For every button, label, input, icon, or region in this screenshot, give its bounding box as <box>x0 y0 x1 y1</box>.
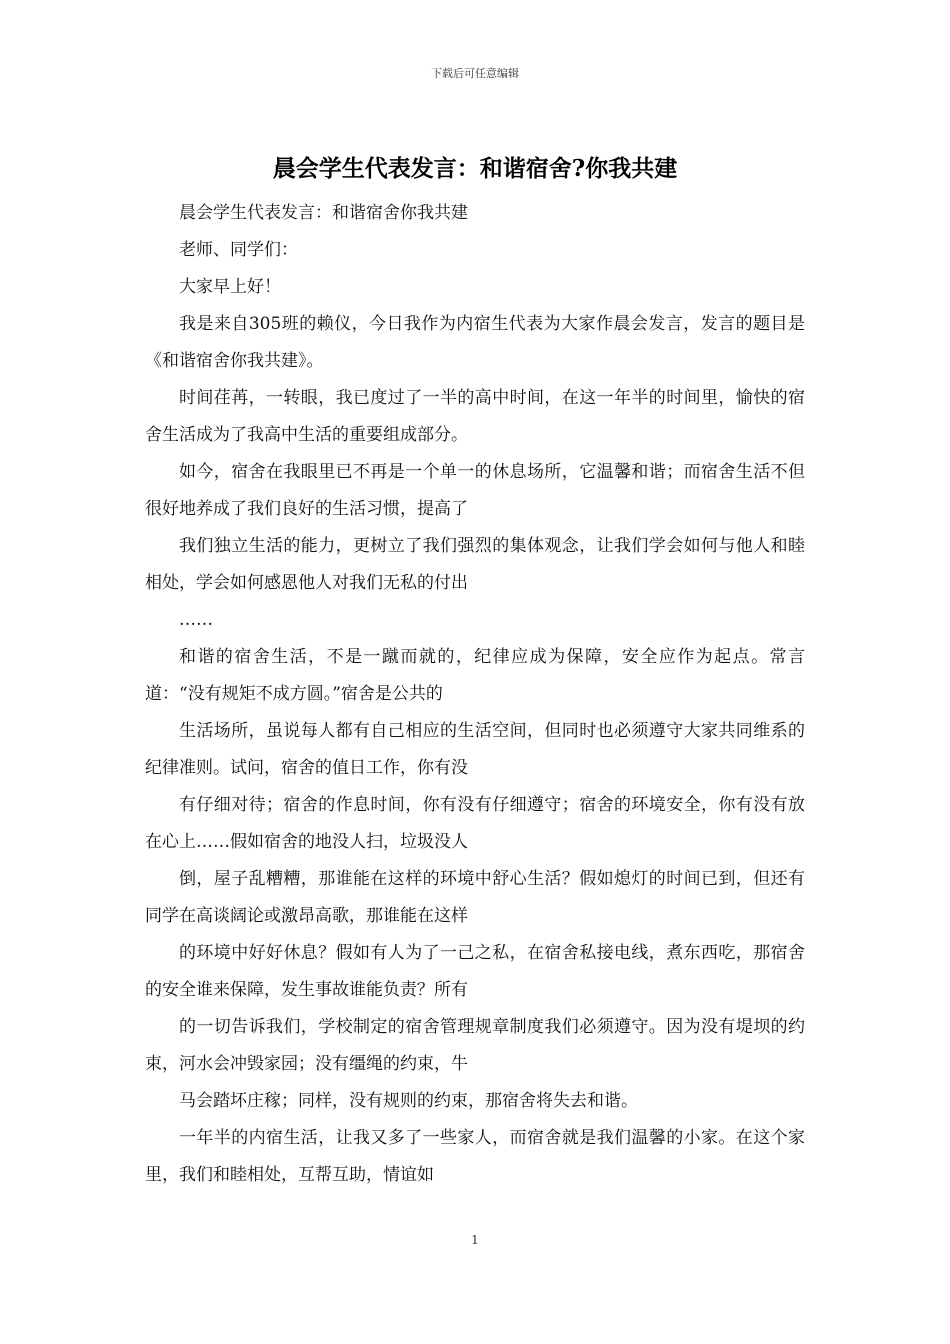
paragraph: 我是来自305班的赖仪，今日我作为内宿生代表为大家作晨会发言，发言的题目是《和谐宿舍你我共建》。 <box>145 314 805 371</box>
paragraph: 如今，宿舍在我眼里已不再是一个单一的休息场所，它温馨和谐；而宿舍生活不但很好地养成了我们良好的生活习惯，提高了 <box>145 462 805 519</box>
paragraph: 生活场所，虽说每人都有自己相应的生活空间，但同时也必须遵守大家共同维系的纪律准则。试问，宿舍的值日工作，你有没 <box>145 721 805 778</box>
paragraph: 我们独立生活的能力，更树立了我们强烈的集体观念，让我们学会如何与他人和睦相处，学会如何感恩他人对我们无私的付出 <box>145 536 805 593</box>
page-number: 1 <box>471 1233 479 1247</box>
paragraph: 倒，屋子乱糟糟，那谁能在这样的环境中舒心生活？假如熄灯的时间已到，但还有同学在高谈阔论或激昂高歌，那谁能在这样 <box>145 869 805 926</box>
paragraph: 有仔细对待；宿舍的作息时间，你有没有仔细遵守；宿舍的环境安全，你有没有放在心上……假如宿舍的地没人扫，垃圾没人 <box>145 795 805 852</box>
document-title: 晨会学生代表发言：和谐宿舍?你我共建 <box>272 155 678 182</box>
paragraph: …… <box>179 610 213 630</box>
paragraph: 一年半的内宿生活，让我又多了一些家人，而宿舍就是我们温馨的小家。在这个家里，我们和睦相处，互帮互助，情谊如 <box>145 1128 805 1185</box>
paragraph: 大家早上好！ <box>179 277 281 297</box>
paragraph: 时间荏苒，一转眼，我已度过了一半的高中时间，在这一年半的时间里，愉快的宿舍生活成为了我高中生活的重要组成部分。 <box>145 388 805 445</box>
paragraph: 的一切告诉我们，学校制定的宿舍管理规章制度我们必须遵守。因为没有堤坝的约束，河水会冲毁家园；没有缰绳的约束，牛 <box>145 1017 805 1074</box>
document-body <box>145 195 805 1194</box>
header-note: 下载后可任意编辑 <box>431 67 519 80</box>
paragraph: 晨会学生代表发言：和谐宿舍你我共建 <box>179 203 468 223</box>
paragraph: 的环境中好好休息？假如有人为了一己之私，在宿舍私接电线，煮东西吃，那宿舍的安全谁来保障，发生事故谁能负责？所有 <box>145 943 805 1000</box>
paragraph: 马会踏坏庄稼；同样，没有规则的约束，那宿舍将失去和谐。 <box>179 1091 638 1111</box>
paragraph: 老师、同学们： <box>179 240 298 260</box>
paragraph: 和谐的宿舍生活，不是一蹴而就的，纪律应成为保障，安全应作为起点。常言道：“没有规矩不成方圆。”宿舍是公共的 <box>145 647 805 704</box>
